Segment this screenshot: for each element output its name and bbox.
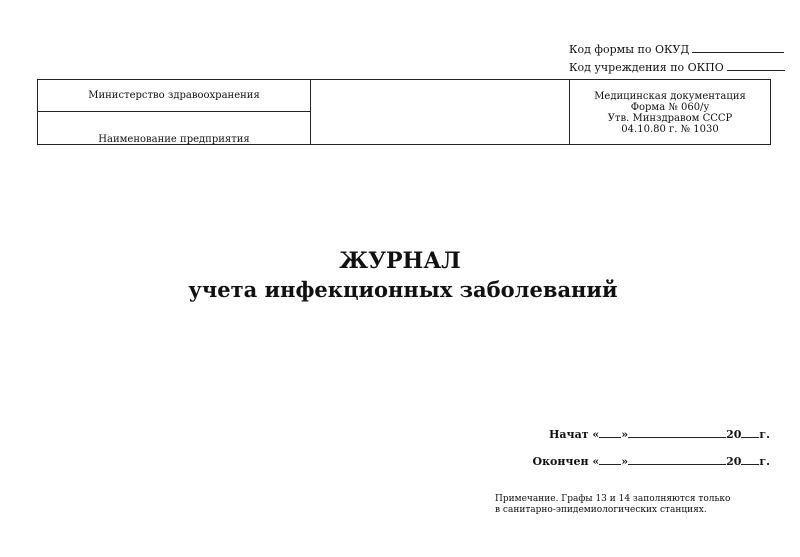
- doc-line-4: 04.10.80 г. № 1030: [621, 124, 719, 135]
- ended-date-line: [533, 454, 771, 468]
- okpo-blank-field[interactable]: [727, 60, 785, 71]
- doc-line-2: Форма № 060/у: [630, 102, 710, 113]
- enterprise-cell: [38, 112, 311, 145]
- okpo-label: Код учреждения по ОКПО: [569, 61, 724, 74]
- blank-middle-cell: [311, 80, 570, 145]
- doc-line-3: Утв. Минздравом СССР: [607, 113, 733, 124]
- okud-label: Код формы по ОКУД: [569, 43, 690, 56]
- started-year-suffix: г.: [759, 428, 770, 441]
- started-day-blank[interactable]: [599, 427, 621, 438]
- okud-blank-field[interactable]: [692, 42, 784, 53]
- started-quote-close: »: [621, 428, 629, 441]
- okud-code-line: [569, 42, 784, 56]
- header-table: [37, 79, 771, 145]
- enterprise-label: Наименование предприятия: [98, 134, 250, 145]
- started-label: Начат «: [549, 428, 600, 441]
- ended-label: Окончен «: [532, 455, 600, 468]
- ministry-cell: [38, 80, 311, 112]
- ended-year-blank[interactable]: [741, 454, 759, 465]
- ministry-label: Министерство здравоохранения: [88, 90, 260, 101]
- started-month-blank[interactable]: [628, 427, 726, 438]
- started-year-blank[interactable]: [741, 427, 759, 438]
- started-date-line: [549, 427, 770, 441]
- doc-line-1: Медицинская документация: [594, 91, 746, 102]
- started-year-prefix: 20: [726, 428, 742, 441]
- footnote-line-2: в санитарно-эпидемиологических станциях.: [495, 505, 707, 515]
- ended-month-blank[interactable]: [628, 454, 726, 465]
- footnote: [495, 494, 730, 516]
- ended-year-suffix: г.: [759, 455, 770, 468]
- journal-title: ЖУРНАЛ: [339, 248, 461, 274]
- okpo-code-line: [569, 60, 785, 74]
- doc-info-cell: [570, 80, 770, 145]
- footnote-line-1: Примечание. Графы 13 и 14 заполняются только: [495, 494, 731, 504]
- journal-subtitle: учета инфекционных заболеваний: [188, 277, 618, 302]
- ended-quote-close: »: [621, 455, 629, 468]
- ended-year-prefix: 20: [726, 455, 742, 468]
- ended-day-blank[interactable]: [599, 454, 621, 465]
